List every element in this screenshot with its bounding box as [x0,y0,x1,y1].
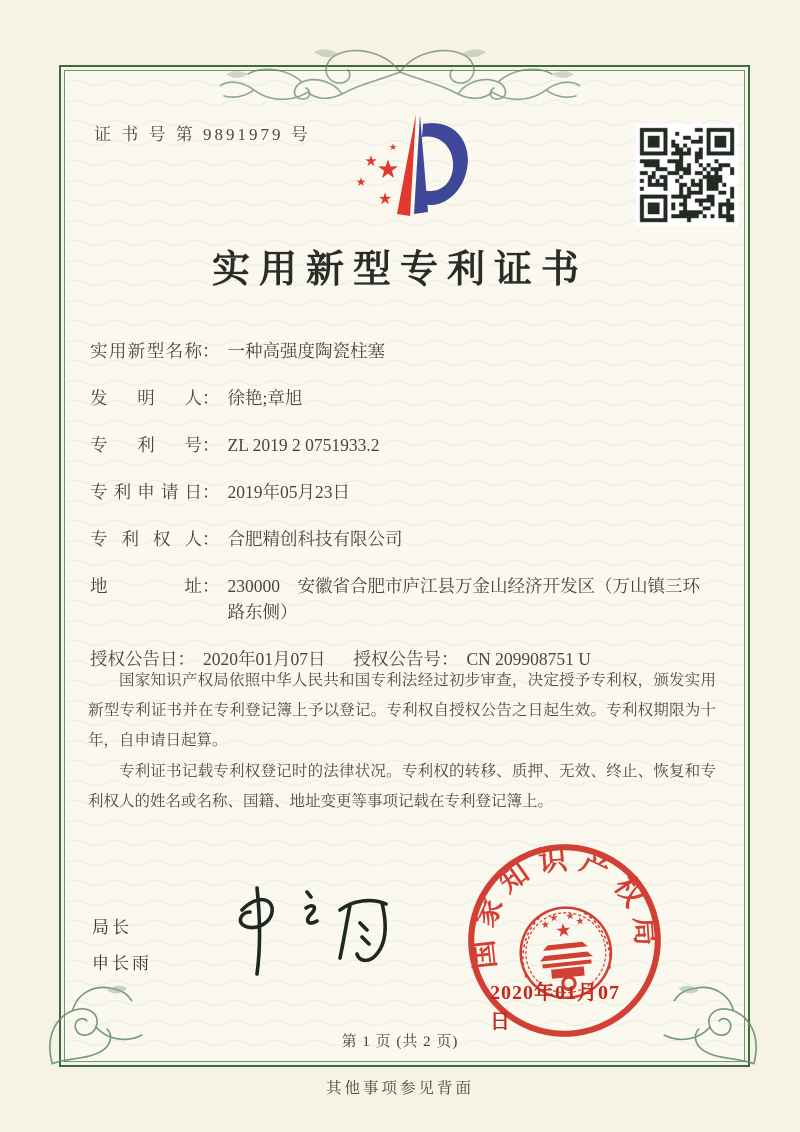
field-value: 2019年05月23日 [227,482,350,502]
field-label: 授权公告号 [353,649,441,669]
legal-text-section [88,666,716,817]
logo-star-icon: ★ [364,154,378,170]
field-patentee: 专利权人 ： 合肥精创科技有限公司 [90,526,716,552]
field-label: 实用新型名称 [90,341,202,361]
qr-code [636,124,738,226]
field-label: 地址 [90,576,202,596]
certificate-title: 实用新型专利证书 [211,249,588,291]
field-value: 徐艳;章旭 [227,388,303,408]
field-value: 230000 安徽省合肥市庐江县万金山经济开发区（万山镇三环路东侧） [227,576,700,622]
field-utility-model-name: 实用新型名称 ： 一种高强度陶瓷柱塞 [90,338,716,364]
svg-text:★: ★ [574,915,586,928]
fields-section [90,338,716,672]
field-filing-date: 专利申请日 ： 2019年05月23日 [90,479,716,505]
field-patent-number: 专利号 ： ZL 2019 2 0751933.2 [90,432,716,458]
certificate-number: 证 书 号 第 9891979 号 [94,125,311,144]
director-title: 局长 [92,918,132,937]
field-label: 专利申请日 [90,482,202,502]
director-block [92,910,152,982]
field-grant-date: 授权公告日 ： 2020年01月07日 [90,646,326,672]
svg-text:★: ★ [540,919,551,932]
logo-star-icon: ★ [377,191,393,208]
field-label: 授权公告日 [90,649,178,669]
field-value: 一种高强度陶瓷柱塞 [227,341,385,361]
svg-text:★: ★ [565,910,576,923]
field-inventor: 发明人 ： 徐艳;章旭 [90,385,716,411]
field-value: CN 209908751 U [466,649,591,669]
director-name: 申长雨 [92,954,152,973]
logo-star-icon: ★ [355,175,367,189]
back-note: 其他事项参见背面 [325,1080,474,1097]
field-value: ZL 2019 2 0751933.2 [227,435,380,455]
legal-paragraph: 专利证书记载专利权登记时的法律状况。专利权的转移、质押、无效、终止、恢复和专利权人的姓名或名称、国籍、地址变更等事项记载在专利登记簿上。 [88,762,716,810]
svg-text:★: ★ [554,919,573,942]
seal-date: 2020年01月07日 [490,982,620,1033]
legal-paragraph: 国家知识产权局依照中华人民共和国专利法经过初步审查，决定授予专利权，颁发实用新型专利证书并在专利登记簿上予以登记。专利权自授权公告之日起生效。专利权期限为十年，自申请日起算。 [88,672,716,750]
director-signature [212,878,417,983]
seal-ring-text: 国家知识产权局 [466,843,663,971]
logo-star-icon: ★ [388,142,398,152]
field-grant-number: 授权公告号 ： CN 209908751 U [354,646,591,672]
page-number: 第 1 页 (共 2 页) [341,1034,459,1050]
field-value: 合肥精创科技有限公司 [227,529,403,549]
field-label: 专利号 [90,435,202,455]
field-label: 发明人 [90,388,202,408]
svg-text:★: ★ [548,912,560,925]
cnipa-logo-icon [340,108,470,226]
field-address: 地址 ： 230000 安徽省合肥市庐江县万金山经济开发区（万山镇三环路东侧） [90,573,716,625]
field-label: 专利权人 [90,529,202,549]
field-value: 2020年01月07日 [203,649,326,669]
logo-star-icon: ★ [376,155,400,184]
svg-text:国家知识产权局 [462,838,664,974]
